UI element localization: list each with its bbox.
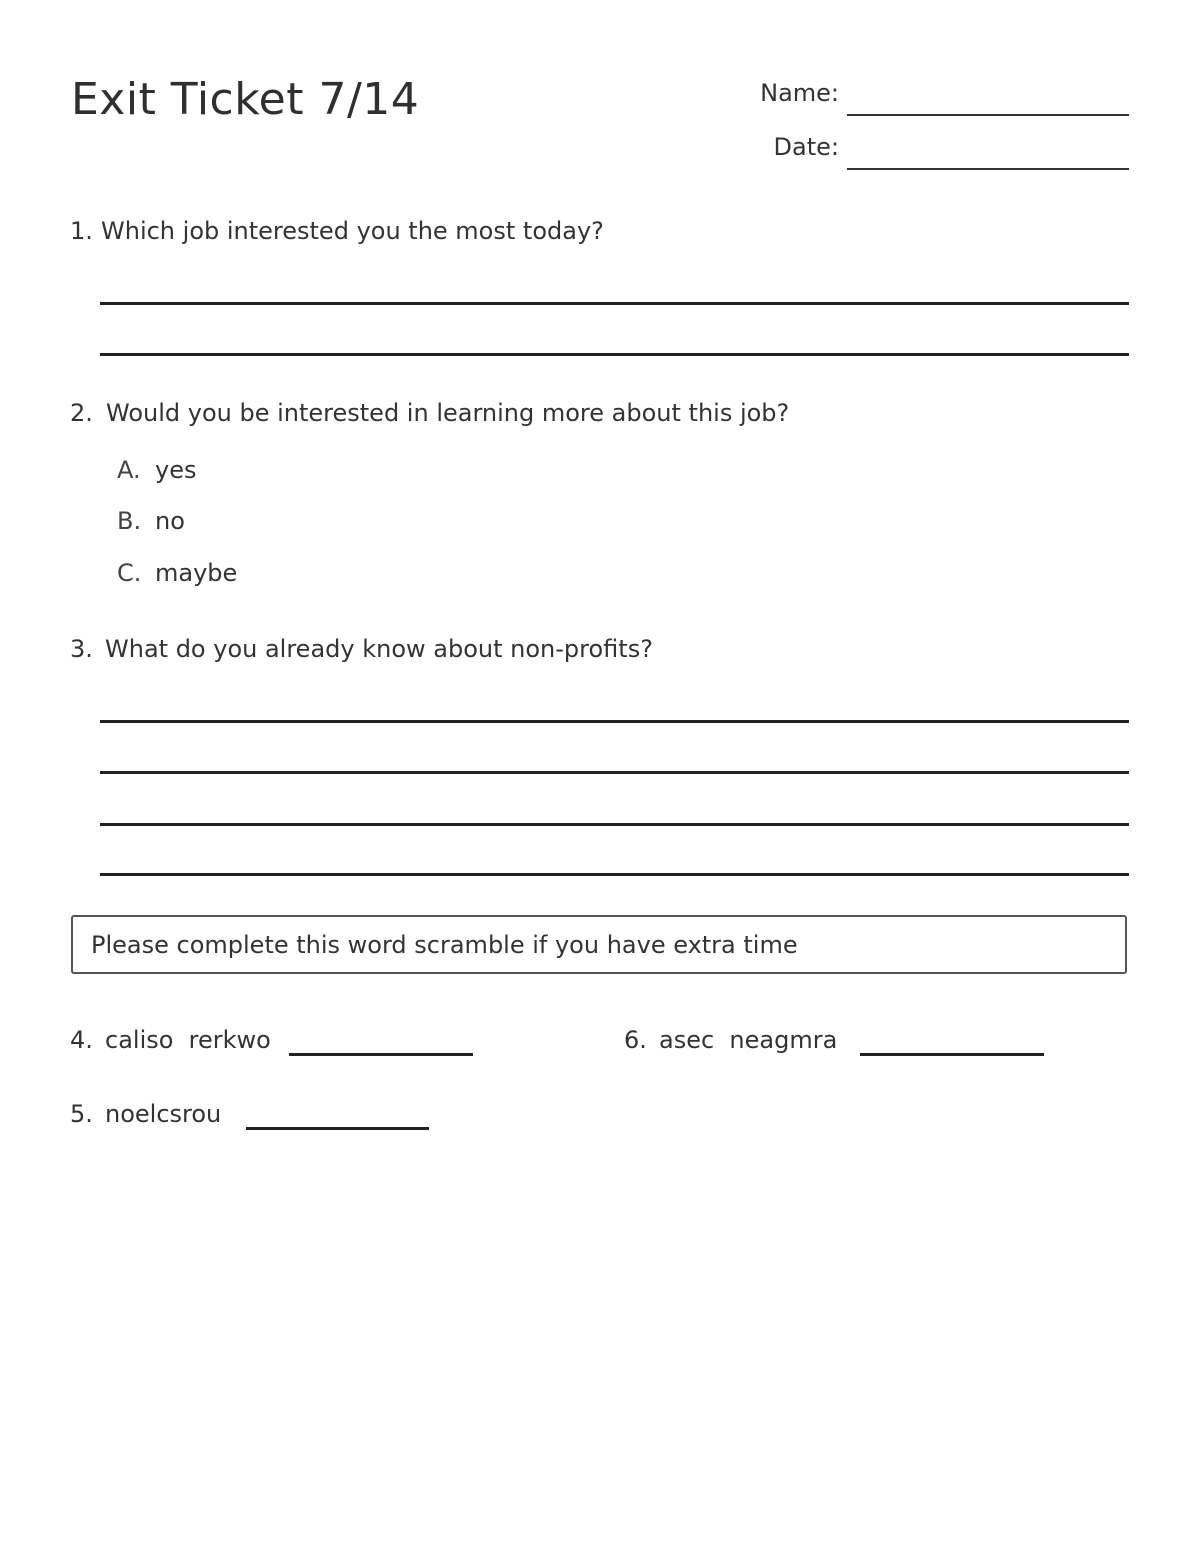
option-c-text[interactable]: maybe (155, 559, 238, 587)
scramble-6-word: asec neagmra (659, 1026, 838, 1054)
question-2-text: Would you be interested in learning more about this job? (106, 399, 790, 427)
question-3-answer-line[interactable] (100, 771, 1129, 774)
option-b-text[interactable]: no (155, 507, 185, 535)
question-1-number: 1. (70, 217, 93, 245)
question-1-text: Which job interested you the most today? (101, 217, 604, 245)
question-1-answer-line[interactable] (100, 353, 1129, 356)
date-label: Date: (773, 133, 839, 161)
option-c-letter: C. (117, 559, 142, 587)
scramble-5-answer-line[interactable] (246, 1127, 429, 1130)
question-3-text: What do you already know about non-profits? (105, 635, 653, 663)
question-2-number: 2. (70, 399, 93, 427)
scramble-5-word: noelcsrou (105, 1100, 222, 1128)
question-3-answer-line[interactable] (100, 873, 1129, 876)
option-a-text[interactable]: yes (155, 456, 197, 484)
scramble-4-number: 4. (70, 1026, 93, 1054)
page-title: Exit Ticket 7/14 (71, 74, 420, 125)
scramble-4-word: caliso rerkwo (105, 1026, 271, 1054)
scramble-4-answer-line[interactable] (289, 1053, 473, 1056)
name-label: Name: (760, 79, 839, 107)
question-3-answer-line[interactable] (100, 823, 1129, 826)
question-1-answer-line[interactable] (100, 302, 1129, 305)
date-field-line[interactable] (847, 168, 1129, 170)
question-3-number: 3. (70, 635, 93, 663)
scramble-5-number: 5. (70, 1100, 93, 1128)
scramble-6-answer-line[interactable] (860, 1053, 1044, 1056)
option-b-letter: B. (117, 507, 142, 535)
scramble-6-number: 6. (624, 1026, 647, 1054)
question-3-answer-line[interactable] (100, 720, 1129, 723)
name-field-line[interactable] (847, 114, 1129, 116)
option-a-letter: A. (117, 456, 141, 484)
word-scramble-notice (71, 915, 1127, 974)
word-scramble-instruction: Please complete this word scramble if you have extra time (91, 931, 798, 959)
